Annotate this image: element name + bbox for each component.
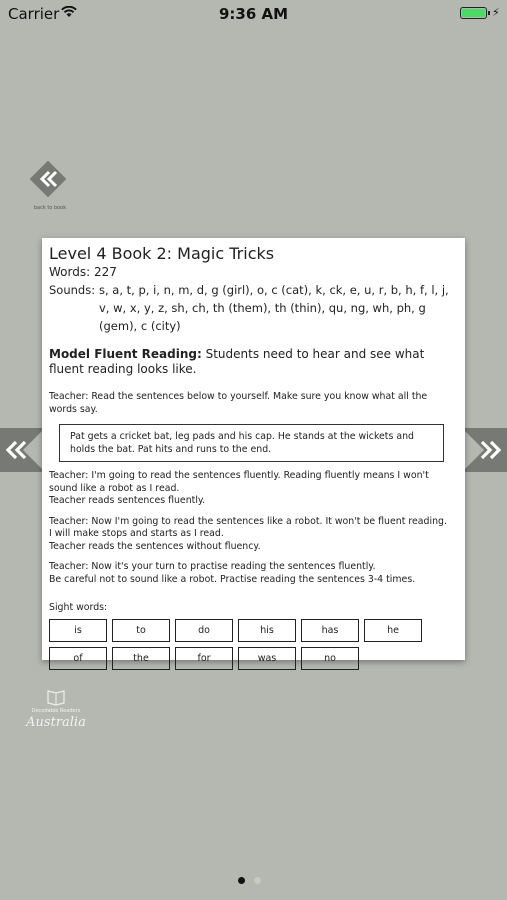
- battery-level: [462, 9, 485, 17]
- sounds-label: Sounds:: [49, 283, 96, 297]
- model-fluent-reading: [49, 347, 458, 377]
- sight-word-card: has: [301, 619, 359, 642]
- status-bar: [0, 0, 507, 28]
- sight-word-card: do: [175, 619, 233, 642]
- sight-word-card: no: [301, 647, 359, 670]
- word-count: Words: 227: [49, 265, 117, 279]
- practice-sentences-box: Pat gets a cricket bat, leg pads and his cap. He stands at the wickets and holds the bat. Pat hits and runs to the end.: [59, 424, 444, 462]
- previous-page-button[interactable]: [0, 428, 45, 472]
- sounds-value: s, a, t, p, i, n, m, d, g (girl), o, c (cat), k, ck, e, u, r, b, h, f, l, j, v, w, x, y, z, sh, ch, th (them), th (thin), qu, ng, wh, ph, g (gem), c (city): [99, 283, 449, 333]
- sight-word-card: was: [238, 647, 296, 670]
- sight-word-card: for: [175, 647, 233, 670]
- decodable-readers-logo: [24, 688, 88, 736]
- model-label: Model Fluent Reading:: [49, 347, 202, 361]
- page-dot-active[interactable]: [238, 877, 245, 884]
- sight-word-card: the: [112, 647, 170, 670]
- clock: 9:36 AM: [218, 5, 289, 23]
- instruction-line: Be careful not to sound like a robot. Practise reading the sentences 3-4 times.: [49, 573, 416, 585]
- instruction-line: Teacher reads sentences fluently.: [49, 495, 206, 506]
- sight-word-card: of: [49, 647, 107, 670]
- logo-brand-text: Decodable Readers: [31, 708, 81, 714]
- sight-words-label: Sight words:: [49, 602, 108, 613]
- sight-word-card: is: [49, 619, 107, 642]
- page-dot[interactable]: [254, 877, 261, 884]
- carrier-label: Carrier: [8, 5, 60, 23]
- instruction-line: Teacher: Now it's your turn to practise reading the sentences fluently.: [49, 561, 376, 572]
- sight-words-grid: [49, 619, 458, 670]
- sight-word-card: his: [238, 619, 296, 642]
- next-page-button[interactable]: [462, 428, 507, 472]
- instruction-line: Teacher: Now I'm going to read the sentences like a robot. It won't be fluent reading.: [49, 515, 447, 527]
- page-indicator: [238, 877, 261, 884]
- sight-word-card: to: [112, 619, 170, 642]
- lesson-title: Level 4 Book 2: Magic Tricks: [49, 244, 275, 263]
- teacher-instruction-3: [49, 516, 458, 554]
- sounds-row: [49, 281, 458, 335]
- model-text: Students need to hear and see what fluent reading looks like.: [49, 347, 425, 376]
- logo-script-text: Australia: [26, 715, 86, 730]
- teacher-instruction-2: [49, 470, 458, 508]
- teacher-instruction-4: [49, 561, 458, 586]
- back-to-book-label: back to book: [33, 205, 67, 211]
- instruction-line: Teacher reads the sentences without fluency.: [49, 540, 261, 552]
- instruction-line: I will make stops and starts as I read.: [49, 528, 224, 539]
- sight-word-card: he: [364, 619, 422, 642]
- back-to-book-button[interactable]: [29, 160, 67, 198]
- instruction-line: Teacher: I'm going to read the sentences fluently. Reading fluently means I won't sound like a robot as I read.: [49, 470, 429, 494]
- charging-icon: ⚡: [492, 6, 500, 19]
- lesson-page: [42, 238, 465, 664]
- teacher-instruction-1: Teacher: Read the sentences below to yourself. Make sure you know what all the words say.: [49, 391, 428, 415]
- battery-icon: [460, 7, 487, 19]
- book-flag-icon: [46, 688, 66, 706]
